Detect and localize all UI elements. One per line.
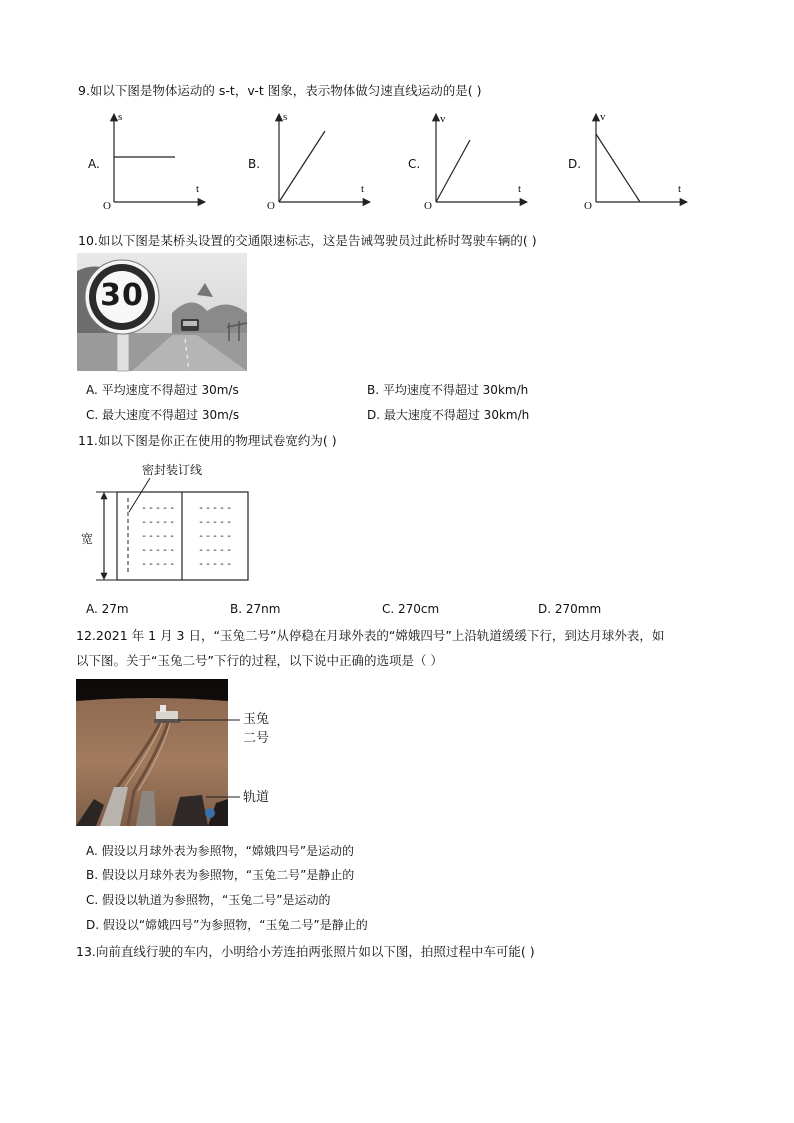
- q11-option-a[interactable]: A. 27m: [86, 602, 129, 616]
- q9-graph-a-letter: A.: [88, 157, 100, 171]
- q12-option-c[interactable]: C. 假设以轨道为参照物，“玉兔二号”是运动的: [86, 893, 331, 907]
- q9-graph-c-origin: O: [424, 200, 432, 212]
- dash-row: -----: [141, 559, 177, 570]
- speed-sign-number: 30: [100, 278, 144, 313]
- q9-graph-d-yaxis: v: [600, 111, 606, 123]
- q9-stem: 9.如以下图是物体运动的 s-t，v-t 图象，表示物体做匀速直线运动的是( ): [78, 83, 482, 98]
- dash-row: -----: [198, 559, 234, 570]
- q12-label-track: 轨道: [243, 790, 270, 805]
- dash-row: -----: [141, 503, 177, 514]
- dash-row: -----: [141, 545, 177, 556]
- q12-label-rover-2: 二号: [243, 731, 270, 746]
- dash-row: -----: [198, 517, 234, 528]
- q10-option-b[interactable]: B. 平均速度不得超过 30km/h: [367, 383, 529, 397]
- q9-graph-a-yaxis: s: [118, 111, 123, 123]
- q9-graph-d-xaxis: t: [678, 183, 682, 195]
- dash-row: -----: [198, 503, 234, 514]
- q9-graph-d-letter: D.: [568, 157, 582, 171]
- q9-graph-c-yaxis: v: [440, 113, 446, 125]
- q12-option-b[interactable]: B. 假设以月球外表为参照物，“玉兔二号”是静止的: [86, 868, 355, 882]
- q11-stem: 11.如以下图是你正在使用的物理试卷宽约为( ): [78, 433, 337, 448]
- q9-graph-d-origin: O: [584, 200, 592, 212]
- q9-graph-c-letter: C.: [408, 157, 421, 171]
- q9-graph-b-yaxis: s: [283, 111, 288, 123]
- q11-width-label: 宽: [81, 532, 94, 546]
- dash-row: -----: [141, 531, 177, 542]
- q11-option-c[interactable]: C. 270cm: [382, 602, 440, 616]
- q11-binding-line-label: 密封装订线: [142, 463, 203, 477]
- q9-graph-b-xaxis: t: [361, 183, 365, 195]
- dash-row: -----: [198, 545, 234, 556]
- q9-graph-c-xaxis: t: [518, 183, 522, 195]
- q12-label-rover-1: 玉兔: [243, 712, 270, 727]
- q11-option-d[interactable]: D. 270mm: [538, 602, 602, 616]
- q10-option-d[interactable]: D. 最大速度不得超过 30km/h: [367, 408, 530, 422]
- dash-row: -----: [141, 517, 177, 528]
- q12-stem-line1: 12.2021 年 1 月 3 日，“玉兔二号”从停稳在月球外表的“嫦娥四号”上沿轨道缓缓下行，到达月球外表，如: [76, 628, 665, 643]
- q9-graph-b-origin: O: [267, 200, 275, 212]
- q13-stem: 13.向前直线行驶的车内，小明给小芳连拍两张照片如以下图，拍照过程中车可能( ): [76, 944, 535, 959]
- q9-graph-a-xaxis: t: [196, 183, 200, 195]
- dash-row: -----: [198, 531, 234, 542]
- q12-option-a[interactable]: A. 假设以月球外表为参照物，“嫦娥四号”是运动的: [86, 844, 355, 858]
- q12-option-d[interactable]: D. 假设以“嫦娥四号”为参照物，“玉兔二号”是静止的: [86, 918, 368, 932]
- q9-graph-a-origin: O: [103, 200, 111, 212]
- q12-stem-line2: 以下图。关于“玉兔二号”下行的过程，以下说中正确的选项是（ ）: [76, 653, 443, 668]
- q9-graph-b-letter: B.: [248, 157, 261, 171]
- q11-option-b[interactable]: B. 27nm: [230, 602, 281, 616]
- q10-stem: 10.如以下图是某桥头设置的交通限速标志，这是告诫驾驶员过此桥时驾驶车辆的( ): [78, 233, 537, 248]
- q10-option-a[interactable]: A. 平均速度不得超过 30m/s: [86, 383, 239, 397]
- q10-option-c[interactable]: C. 最大速度不得超过 30m/s: [86, 408, 240, 422]
